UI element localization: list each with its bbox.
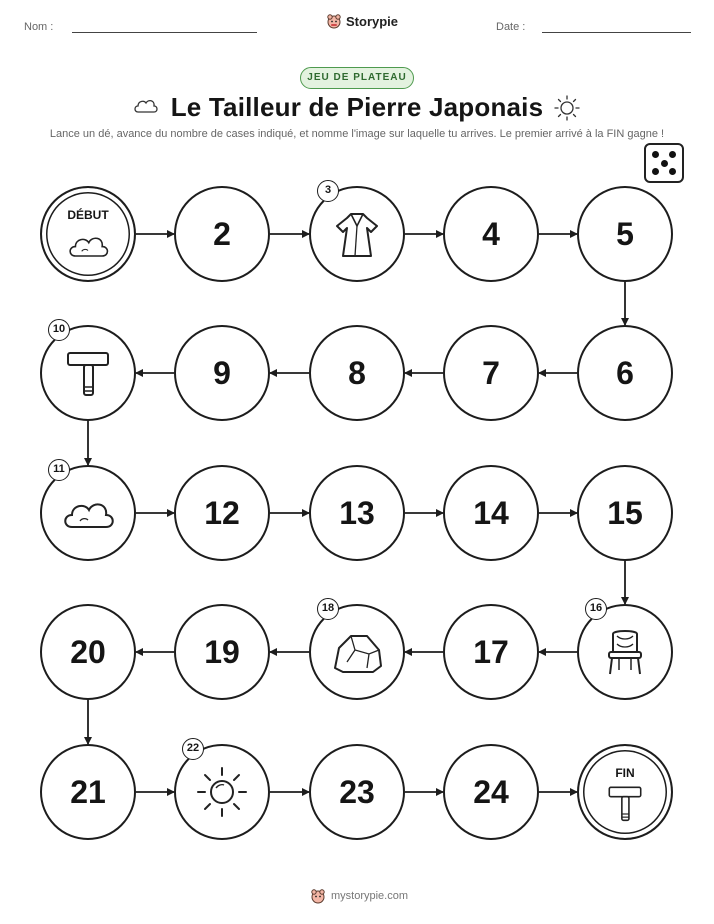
space-number: 21 bbox=[70, 773, 106, 810]
footer bbox=[310, 888, 408, 904]
finish-space bbox=[577, 744, 673, 840]
space-number: 6 bbox=[616, 354, 634, 391]
space-number: 2 bbox=[213, 215, 231, 252]
finish-label: FIN bbox=[615, 766, 635, 780]
cloud-icon bbox=[60, 485, 116, 541]
board-space-19 bbox=[174, 604, 270, 700]
board-space-2 bbox=[174, 186, 270, 282]
storypie-logo-icon bbox=[310, 888, 326, 904]
board-space-18 bbox=[309, 604, 405, 700]
sun-icon bbox=[194, 764, 250, 820]
hammer-icon bbox=[603, 781, 647, 825]
footer-url: mystorypie.com bbox=[331, 890, 409, 902]
page-title: Le Tailleur de Pierre Japonais bbox=[170, 92, 544, 122]
date-label: Date : bbox=[496, 21, 526, 33]
brand-name: Storypie bbox=[346, 13, 399, 29]
kimono-icon bbox=[329, 206, 385, 262]
board-space-20 bbox=[40, 604, 136, 700]
space-number-badge: 22 bbox=[182, 738, 204, 760]
start-space bbox=[40, 186, 136, 282]
board-space-9 bbox=[174, 325, 270, 421]
board-space-15 bbox=[577, 465, 673, 561]
rock-icon bbox=[329, 624, 385, 680]
hammer-icon bbox=[60, 345, 116, 401]
board-space-23 bbox=[309, 744, 405, 840]
start-label: DÉBUT bbox=[67, 208, 109, 222]
space-number-badge: 11 bbox=[48, 459, 70, 481]
board-space-24 bbox=[443, 744, 539, 840]
space-number-badge: 10 bbox=[48, 319, 70, 341]
board-space-14 bbox=[443, 465, 539, 561]
board-space-16 bbox=[577, 604, 673, 700]
board-space-21 bbox=[40, 744, 136, 840]
space-number: 13 bbox=[339, 494, 375, 531]
space-number: 9 bbox=[213, 354, 231, 391]
space-number: 17 bbox=[473, 633, 509, 670]
board-space-13 bbox=[309, 465, 405, 561]
name-label: Nom : bbox=[24, 21, 54, 33]
space-number: 24 bbox=[473, 773, 509, 810]
board-space-17 bbox=[443, 604, 539, 700]
space-number-badge: 18 bbox=[317, 598, 339, 620]
space-number: 23 bbox=[339, 773, 375, 810]
board-space-3 bbox=[309, 186, 405, 282]
board-space-4 bbox=[443, 186, 539, 282]
instructions-text: Lance un dé, avance du nombre de cases indiqué, et nomme l'image sur laquelle tu arrives. Le premier arrivé à la FIN gagne ! bbox=[49, 128, 665, 140]
space-number: 15 bbox=[607, 494, 643, 531]
board-space-12 bbox=[174, 465, 270, 561]
space-number-badge: 16 bbox=[585, 598, 607, 620]
space-number: 4 bbox=[482, 215, 500, 252]
space-number: 19 bbox=[204, 633, 240, 670]
space-number: 8 bbox=[348, 354, 366, 391]
board-space-5 bbox=[577, 186, 673, 282]
space-number: 7 bbox=[482, 354, 500, 391]
board-space-10 bbox=[40, 325, 136, 421]
board-space-11 bbox=[40, 465, 136, 561]
board-space-22 bbox=[174, 744, 270, 840]
space-number: 20 bbox=[70, 633, 106, 670]
category-badge: JEU DE PLATEAU bbox=[300, 67, 414, 89]
space-number: 12 bbox=[204, 494, 240, 531]
space-number: 14 bbox=[473, 494, 509, 531]
board-space-7 bbox=[443, 325, 539, 421]
board-space-8 bbox=[309, 325, 405, 421]
board-space-6 bbox=[577, 325, 673, 421]
space-number: 5 bbox=[616, 215, 634, 252]
cloud-icon bbox=[66, 223, 110, 267]
space-number-badge: 3 bbox=[317, 180, 339, 202]
chair-icon bbox=[597, 624, 653, 680]
